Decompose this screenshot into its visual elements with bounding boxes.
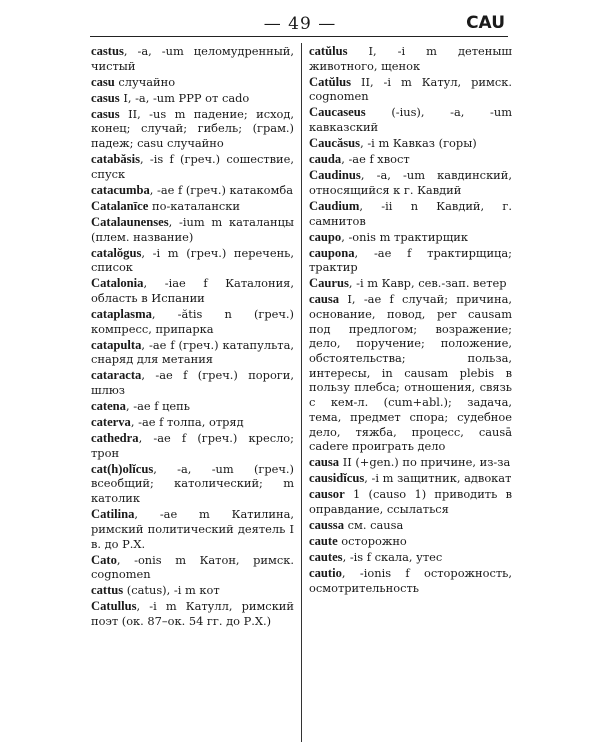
entry-definition: , -ionis f осторожность, осмотрительность	[309, 565, 512, 595]
entry-definition: II, -i m Катул, римск. cognomen	[309, 74, 512, 104]
entry-definition: , -ae f (греч.) пороги, шлюз	[91, 368, 294, 398]
entry-headword: casus	[91, 90, 120, 105]
entry-headword: catabăsis	[91, 152, 140, 167]
dictionary-entry	[309, 246, 512, 275]
entry-headword: caupona	[309, 245, 355, 260]
dictionary-entry	[91, 368, 294, 397]
entry-headword: Catalanīce	[91, 198, 149, 213]
entry-definition: осторожно	[337, 533, 407, 548]
dictionary-entry	[91, 415, 294, 430]
entry-headword: causa	[309, 455, 340, 470]
entry-headword: casu	[91, 74, 115, 89]
entry-headword: causa	[309, 292, 340, 307]
dictionary-entry	[91, 553, 294, 582]
entry-definition: , -onis m Катон, римск. cognomen	[91, 552, 294, 582]
entry-headword: Catalaunenses	[91, 214, 169, 229]
entry-definition: , -is f (греч.) сошествие, спуск	[91, 152, 294, 181]
entry-headword: casus	[91, 106, 120, 121]
dictionary-entry	[91, 583, 294, 598]
entry-definition: I, -ae f случай; причина, основание, повод, per causam под предлогом; возражение; дело, поручение; положение, обстоятельства; польза, интересы, in causam plebis в пользу плебса; отношения, связь с кем-л. (cum+abl.); задача, тема, предмет спора; судебное дело, тяжба, процесс, causā cadere проиграть дело	[309, 292, 512, 454]
entry-headword: cautes	[309, 549, 343, 564]
entry-definition: , -a, -um (греч.) всеобщий; католический; m католик	[91, 461, 294, 506]
dictionary-entry	[91, 462, 294, 506]
dictionary-entry	[309, 168, 512, 197]
entry-headword: Catilina	[91, 507, 135, 522]
entry-headword: Catalonia	[91, 276, 144, 291]
entry-definition: , -i m защитник, адвокат	[364, 471, 512, 486]
entry-definition: , -is f скала, утес	[342, 549, 443, 564]
right-column	[309, 44, 512, 597]
entry-definition: , -ae f (греч.) кресло; трон	[91, 431, 294, 460]
entry-definition: II (+gen.) по причине, из-за	[339, 455, 511, 470]
entry-headword: Caucaseus	[309, 105, 366, 120]
entry-headword: causidĭcus	[309, 471, 365, 486]
dictionary-entry	[309, 136, 512, 151]
entry-definition: , -ae f хвост	[341, 152, 410, 167]
dictionary-entry	[91, 276, 294, 305]
dictionary-entry	[91, 75, 294, 90]
entry-headword: catŭlus	[309, 44, 348, 58]
dictionary-entry	[91, 44, 294, 73]
page-number: — 49 —	[263, 14, 337, 34]
entry-definition: I, -a, -um PPP от cado	[119, 90, 250, 105]
entry-headword: cataracta	[91, 368, 142, 383]
page-header	[0, 0, 600, 42]
entry-headword: caupo	[309, 229, 342, 244]
dictionary-entry	[91, 599, 294, 628]
dictionary-entry	[309, 199, 512, 228]
dictionary-entry	[91, 307, 294, 336]
column-divider	[301, 43, 302, 742]
dictionary-entry	[309, 230, 512, 245]
dictionary-entry	[309, 518, 512, 533]
entry-headword: Catŭlus	[309, 74, 351, 89]
dictionary-entry	[91, 152, 294, 181]
dictionary-entry	[309, 44, 512, 73]
entry-definition: II, -us m падение; исход, конец; случай; гибель; (грам.) падеж; casu случайно	[91, 106, 294, 151]
dictionary-entry	[91, 431, 294, 460]
dictionary-entry	[91, 183, 294, 198]
entry-definition: , -ae f (греч.) катапульта, снаряд для метания	[91, 337, 294, 367]
dictionary-entry	[309, 105, 512, 134]
entry-headword: castus	[91, 44, 124, 58]
dictionary-entry	[309, 75, 512, 104]
entry-headword: Catullus	[91, 599, 137, 614]
entry-headword: cat(h)olĭcus	[91, 461, 154, 476]
entry-definition: , -i m Кавр, сев.-зап. ветер	[348, 276, 507, 291]
entry-headword: cautio	[309, 565, 342, 580]
entry-definition: , -ae m Катилина, римский политический деятель I в. до Р.Х.	[91, 507, 294, 551]
entry-headword: causor	[309, 487, 345, 502]
entry-definition: , -ae f толпа, отряд	[130, 415, 244, 430]
entry-headword: cauda	[309, 152, 342, 167]
entry-headword: cataplasma	[91, 306, 152, 321]
entry-headword: catalŏgus	[91, 245, 142, 260]
entry-definition: , -iae f Каталония, область в Испании	[91, 276, 294, 305]
guide-word: CAU	[466, 13, 505, 33]
entry-definition: , -i m (греч.) перечень, список	[91, 245, 294, 275]
dictionary-entry	[91, 399, 294, 414]
entry-headword: Caurus	[309, 276, 349, 291]
entry-definition: , -ii n Кавдий, г. самнитов	[309, 198, 512, 228]
header-rule	[90, 36, 508, 37]
entry-definition: см. causa	[344, 517, 404, 532]
entry-definition: , -ium m каталанцы (плем. название)	[91, 214, 294, 244]
dictionary-entry	[309, 471, 512, 486]
dictionary-entry	[309, 292, 512, 454]
dictionary-entry	[91, 91, 294, 106]
entry-definition: , -ae f (греч.) катакомба	[149, 182, 293, 197]
dictionary-entry	[309, 534, 512, 549]
entry-headword: Caucăsus	[309, 136, 361, 151]
entry-definition: , -ătis n (греч.) компресс, припарка	[91, 306, 294, 336]
entry-headword: cattus	[91, 583, 124, 598]
left-column	[91, 44, 294, 630]
dictionary-entry	[309, 455, 512, 470]
entry-headword: caussa	[309, 517, 344, 532]
dictionary-entry	[91, 215, 294, 244]
dictionary-entry	[91, 338, 294, 367]
entry-headword: caute	[309, 533, 338, 548]
entry-definition: , -ae f трактирщица; трактир	[309, 245, 512, 275]
entry-definition: 1 (causo 1) приводить в оправдание, ссылаться	[309, 487, 512, 516]
entry-headword: Caudinus	[309, 168, 361, 183]
entry-definition: , -i m Кавказ (горы)	[360, 136, 477, 151]
entry-headword: catacumba	[91, 182, 150, 197]
entry-headword: cathedra	[91, 431, 139, 446]
entry-definition: , -a, -um кавдинский, относящийся к г. Кавдий	[309, 168, 512, 197]
entry-definition: , -i m Катулл, римский поэт (ок. 87–ок. 54 гг. до Р.Х.)	[91, 599, 294, 628]
dictionary-entry	[91, 199, 294, 214]
entry-definition: (catus), -i m кот	[123, 583, 220, 598]
entry-headword: catapulta	[91, 337, 142, 352]
entry-definition: I, -i m детеныш животного, щенок	[309, 44, 512, 73]
entry-definition: случайно	[114, 74, 176, 89]
dictionary-entry	[91, 246, 294, 275]
entry-definition: по-каталански	[148, 198, 241, 213]
dictionary-entry	[91, 507, 294, 551]
entry-definition: , -onis m трактирщик	[341, 229, 469, 244]
entry-headword: Caudium	[309, 198, 360, 213]
dictionary-entry	[309, 152, 512, 167]
dictionary-entry	[309, 276, 512, 291]
entry-headword: Cato	[91, 552, 117, 567]
entry-definition: (-ius), -a, -um кавказский	[309, 105, 512, 135]
dictionary-entry	[309, 550, 512, 565]
dictionary-entry	[91, 107, 294, 151]
entry-definition: , -ae f цепь	[125, 399, 190, 414]
entry-headword: catena	[91, 399, 126, 414]
entry-headword: caterva	[91, 415, 131, 430]
entry-definition: , -a, -um целомудренный, чистый	[91, 44, 294, 73]
dictionary-entry	[309, 566, 512, 595]
dictionary-entry	[309, 487, 512, 516]
